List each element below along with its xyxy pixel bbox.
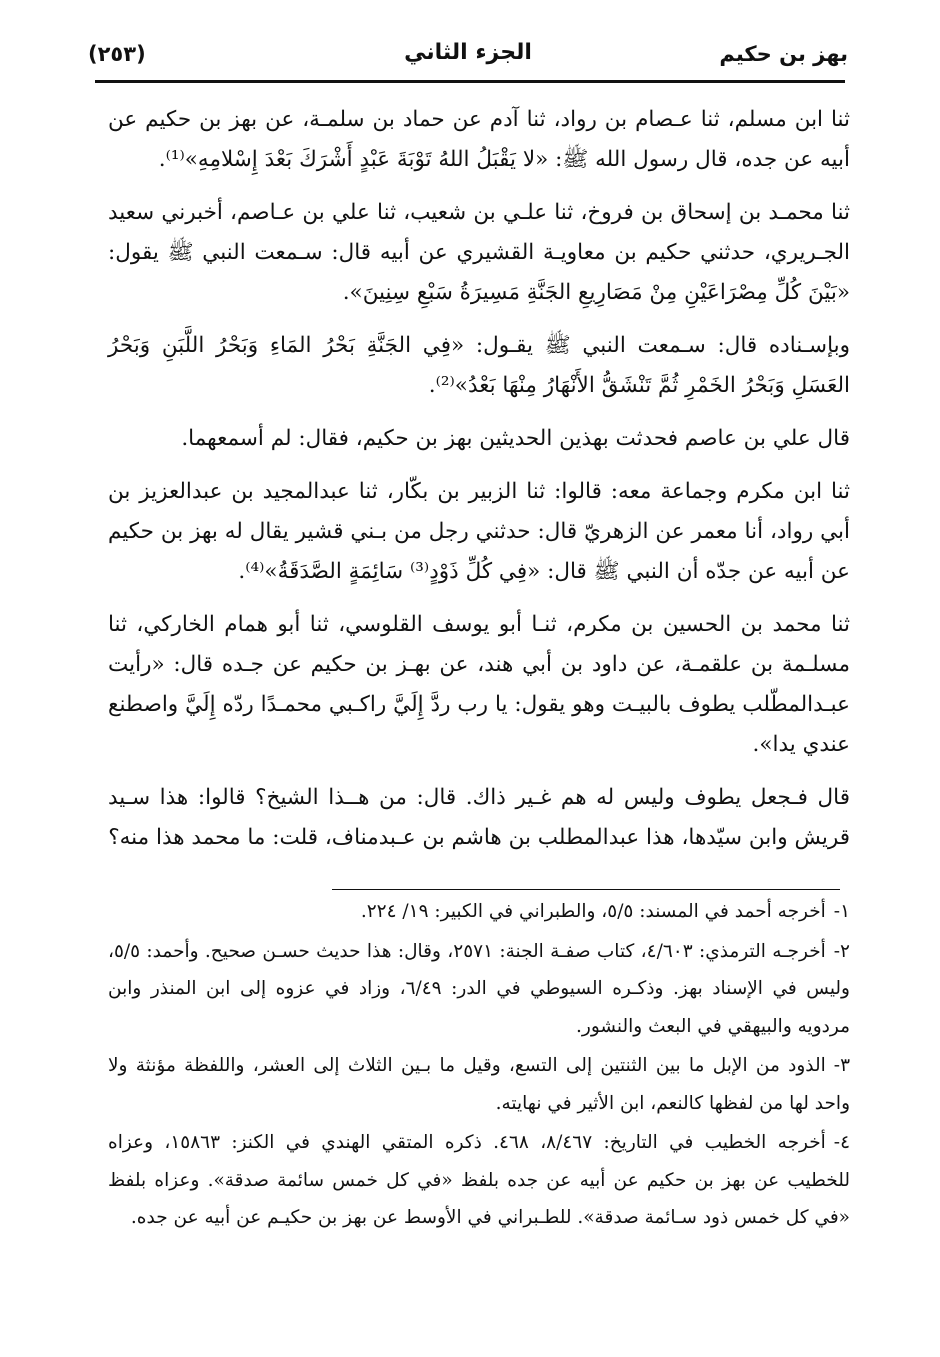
header-rule bbox=[95, 80, 845, 83]
paragraph: ثنا محمـد بن إسحاق بن فروخ، ثنا علـي بن شعيب، ثنا علي بن عـاصم، أخبرني سعيد الجـريري، حدثني حكيم بن معاويـة القشيري عن أبيه قال: سـمعت النبي ﷺ يقول: «بَيْنَ كُلِّ مِصْرَاعَيْنِ مِنْ مَصَارِيعِ الجَنَّةِ مَسِيرَةُ سَبْعِ سِنِينَ». bbox=[108, 200, 850, 305]
footnote-number: ٣- bbox=[833, 1055, 850, 1076]
footnote bbox=[108, 893, 850, 931]
main-text bbox=[108, 100, 850, 871]
footnote bbox=[108, 1047, 850, 1122]
footnote bbox=[108, 933, 850, 1046]
paragraph: ثنا محمد بن الحسين بن مكرم، ثنـا أبو يوسف القلوسي، ثنا أبو همام الخاركي، ثنا مسلـمة بن علقمـة، عن داود بن أبي هند، عن بهـز بن حكيم عن جـده قال: «رأيت عبـدالمطّلب يطوف بالبيـت وهو يقول: يا رب ردَّ إِلَيَّ راكـبي محمـدًا ردّه إِلَيَّ واصطنع عندي يدا». bbox=[108, 612, 850, 757]
page-header bbox=[88, 38, 848, 78]
paragraph: ثنا ابن مسلم، ثنا عـصام بن رواد، ثنا آدم عن حماد بن سلمـة، عن بهز بن حكيم عن أبيه عن جده، قال رسول الله ﷺ: «لا يَقْبَلُ اللهُ تَوْبَةَ عَبْدٍ أَشْرَكَ بَعْدَ إِسْلامِهِ»⁽¹⁾. bbox=[108, 107, 850, 172]
footnote-number: ٢- bbox=[833, 940, 850, 962]
footnote-number: ١- bbox=[833, 901, 850, 922]
footnote-text: أخرجـه الترمذي: ٤/٦٠٣، كتاب صفـة الجنة: ٢٥٧١، وقال: هذا حديث حسـن صحيح. وأحمد: ٥/٥، وليس في الإسناد بهز. وذكـره السيوطي في الدر: ٦/٤٩، وزاد في عزوه إلى ابن المنذر وابن مردويه والبيهقي في البعث والنشور. bbox=[108, 940, 850, 1037]
footnote bbox=[108, 1124, 850, 1237]
paragraph: قال علي بن عاصم فحدثت بهذين الحديثين بهز بن حكيم، فقال: لم أسمعهما. bbox=[181, 426, 850, 451]
paragraph: وبإسـناده قال: سـمعت النبي ﷺ يقـول: «فِي الجَنَّةِ بَحْرُ المَاءِ وَبَحْرُ اللَّبَنِ وَبَحْرُ العَسَلِ وَبَحْرُ الخَمْرِ ثُمَّ تَنْشَقُّ الأَنْهَارُ مِنْهَا بَعْدُ»⁽²⁾. bbox=[108, 333, 850, 398]
page-number: (٢٥٣) bbox=[88, 42, 146, 66]
paragraph: قال فـجعل يطوف وليس له هم غـير ذاك. قال: من هــذا الشيخ؟ قالوا: هذا سـيد قريش وابن سيّدها، هذا عبدالمطلب بن هاشم بن عـبدمناف، قلت: ما محمد هذا منه؟ bbox=[108, 785, 850, 850]
running-head-part: الجزء الثاني bbox=[404, 40, 532, 65]
footnote-text: أخرجه الخطيب في التاريخ: ٨/٤٦٧، ٤٦٨. ذكره المتقي الهندي في الكنز: ١٥٨٦٣، وعزاه للخطيب عن بهز بن حكيم عن أبيه عن جده بلفظ «في كل خمس سائمة صدقة». وعزاه بلفظ «في كل خمس ذود سـائمة صدقة». للطـبراني في الأوسط عن بهز بن حكيـم عن أبيه عن جده. bbox=[108, 1132, 850, 1228]
paragraph: ثنا ابن مكرم وجماعة معه: قالوا: ثنا الزبير بن بكّار، ثنا عبدالمجيد بن عبدالعزيز بن أبي رواد، أنا معمر عن الزهريّ قال: حدثني رجل من بـني قشير يقال له بهز بن حكيم عن أبيه عن جدّه أن النبي ﷺ قال: «فِي كُلِّ ذَوْدٍ⁽³⁾ سَائِمَةٍ الصَّدَقَةُ»⁽⁴⁾. bbox=[108, 479, 850, 584]
footnote-text: أخرجه أحمد في المسند: ٥/٥، والطبراني في الكبير: ١٩/ ٢٢٤. bbox=[360, 901, 826, 922]
footnotes bbox=[108, 893, 850, 1239]
running-head-book-name: بهز بن حكيم bbox=[719, 42, 848, 66]
footnote-text: الذود من الإبل ما بين الثنتين إلى التسع، وقيل ما بـين الثلاث إلى العشر، واللفظة مؤنثة ولا واحد لها من لفظها كالنعم، ابن الأثير في نهايته. bbox=[108, 1055, 850, 1114]
footnote-number: ٤- bbox=[833, 1132, 850, 1153]
footnote-separator bbox=[332, 889, 840, 890]
